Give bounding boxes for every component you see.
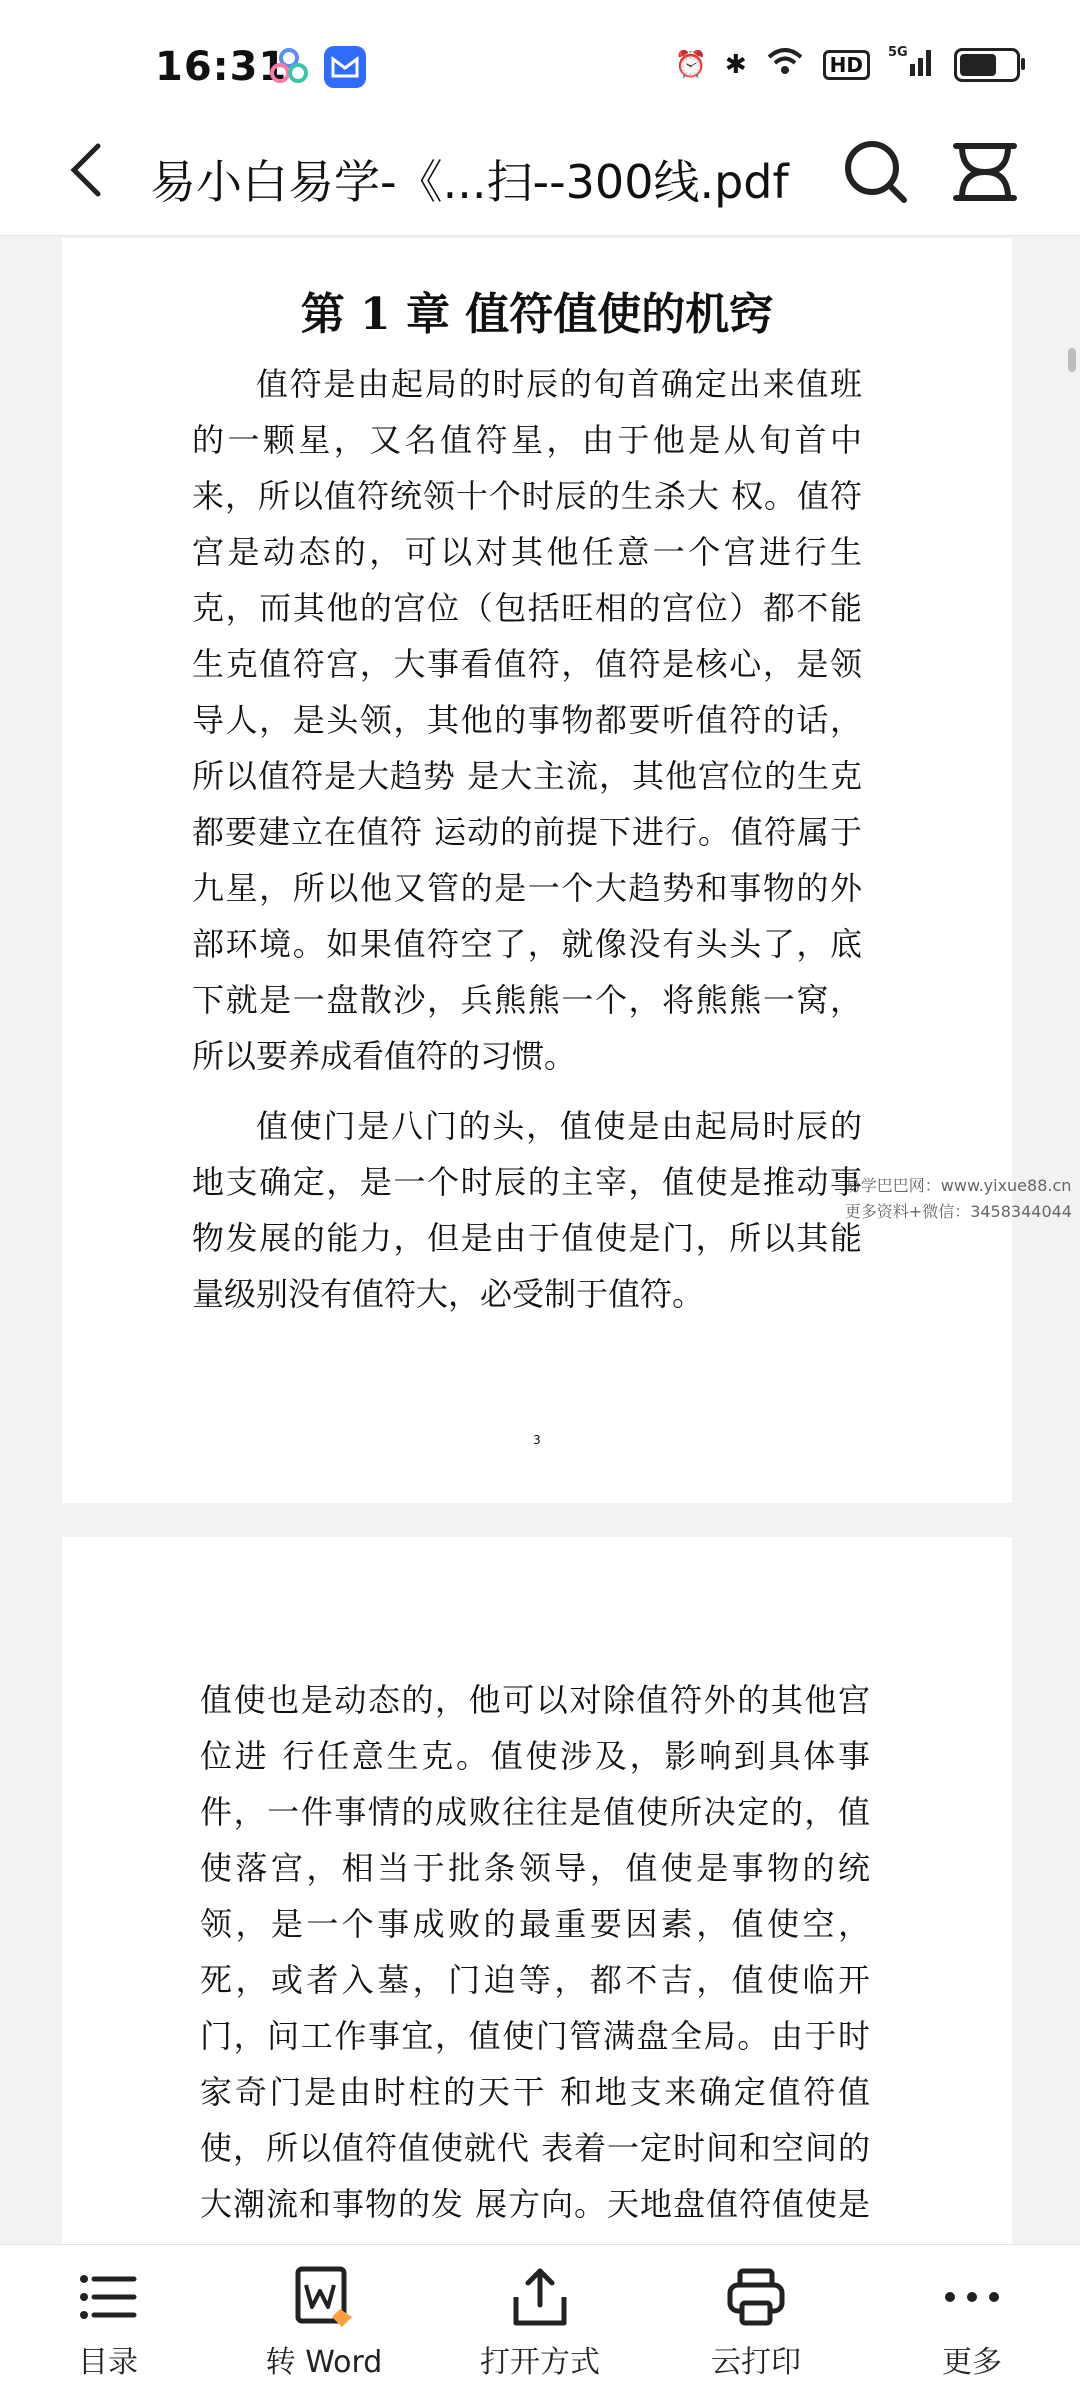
toolbar-convert-word-button[interactable] (234, 2265, 414, 2381)
list-icon (76, 2265, 140, 2329)
status-time: 16:31 (155, 44, 288, 90)
watermark-line: 更多资料+微信：3458344044 (844, 1202, 1072, 1221)
document-title: 易小白易学-《...扫--300线.pdf (150, 155, 789, 209)
bottom-toolbar (0, 2244, 1080, 2400)
page-number: 3 (533, 1433, 541, 1447)
watermark-line: 易学巴巴网：www.yixue88.cn (844, 1176, 1072, 1195)
title-bar (0, 110, 1080, 236)
printer-icon (724, 2265, 788, 2329)
paragraph: 值使也是动态的，他可以对除值符外的其他宫位进 行任意生克。值使涉及，影响到具体事件，一件事情的成败往往是值使所决定的，值使落宫，相当于批条领导，值使是事物的统领，是一个事成败的最重要因素，值使空，死，或者入墓，门迫等，都不吉，值使临开门，问工作事宜，值使门管满盘全局。由于时家奇门是由时柱的天干 和地支来确定值符值使，所以值符值使就代 表着一定时间和空间的大潮流和事物的发 展方向。天地盘值符值使是 (200, 1681, 870, 2223)
wifi-icon (765, 45, 805, 84)
bluetooth-icon: ✱ (724, 49, 747, 80)
status-icons (674, 44, 1020, 85)
svg-text:5G: 5G (888, 45, 908, 60)
chapter-title: 第 1 章 值符值使的机窍 (300, 289, 774, 340)
pdf-page-4 (62, 1537, 1012, 2257)
mail-notification-icon (324, 46, 366, 88)
battery-icon (954, 48, 1020, 82)
hd-badge: HD (823, 50, 870, 80)
toolbar-label: 更多 (942, 2344, 1002, 2380)
scrollbar-thumb[interactable] (1068, 348, 1076, 372)
watermark (845, 1173, 1072, 1225)
back-icon[interactable] (60, 140, 120, 200)
more-icon (940, 2265, 1004, 2329)
signal-icon (888, 44, 936, 85)
toolbar-label: 转 Word (265, 2344, 383, 2380)
toolbar-label: 云打印 (711, 2344, 801, 2380)
alarm-icon: ⏰ (674, 49, 707, 80)
read-mode-icon[interactable] (950, 140, 1020, 204)
toolbar-contents-button[interactable] (18, 2265, 198, 2381)
paragraph: 值符是由起局的时辰的旬首确定出来值班的一颗星，又名值符星，由于他是从旬首中来，所以值符统领十个时辰的生杀大 权。值符宫是动态的，可以对其他任意一个宫进行生克，而其他的宫位（包括旺相的宫位）都不能生克值符宫，大事看值符，值符是核心，是领导人，是头领，其他的事物都要听值符的话，所以值符是大趋势 是大主流，其他宫位的生克都要建立在值符 运动的前提下进行。值符属于九星，所以他又管的是一个大趋势和事物的外部环境。如果值符空了，就像没有头头了，底下就是一盘散沙，兵熊熊一个，将熊熊一窝，所以要养成看值符的习惯。 (192, 365, 862, 1075)
toolbar-label: 打开方式 (480, 2344, 600, 2380)
toolbar-cloud-print-button[interactable] (666, 2265, 846, 2381)
app-notification-icon (268, 46, 310, 88)
share-icon (508, 2265, 572, 2329)
toolbar-open-with-button[interactable] (450, 2265, 630, 2381)
paragraph: 值使门是八门的头，值使是由起局时辰的地支确定，是一个时辰的主宰，值使是推动事物发展的能力，但是由于值使是门，所以其能量级别没有值符大，必受制于值符。 (192, 1107, 862, 1313)
toolbar-label: 目录 (78, 2344, 138, 2380)
search-icon[interactable] (840, 136, 910, 206)
toolbar-more-button[interactable] (882, 2265, 1062, 2381)
pdf-page-3 (62, 238, 1012, 1503)
convert-word-icon (292, 2265, 356, 2329)
